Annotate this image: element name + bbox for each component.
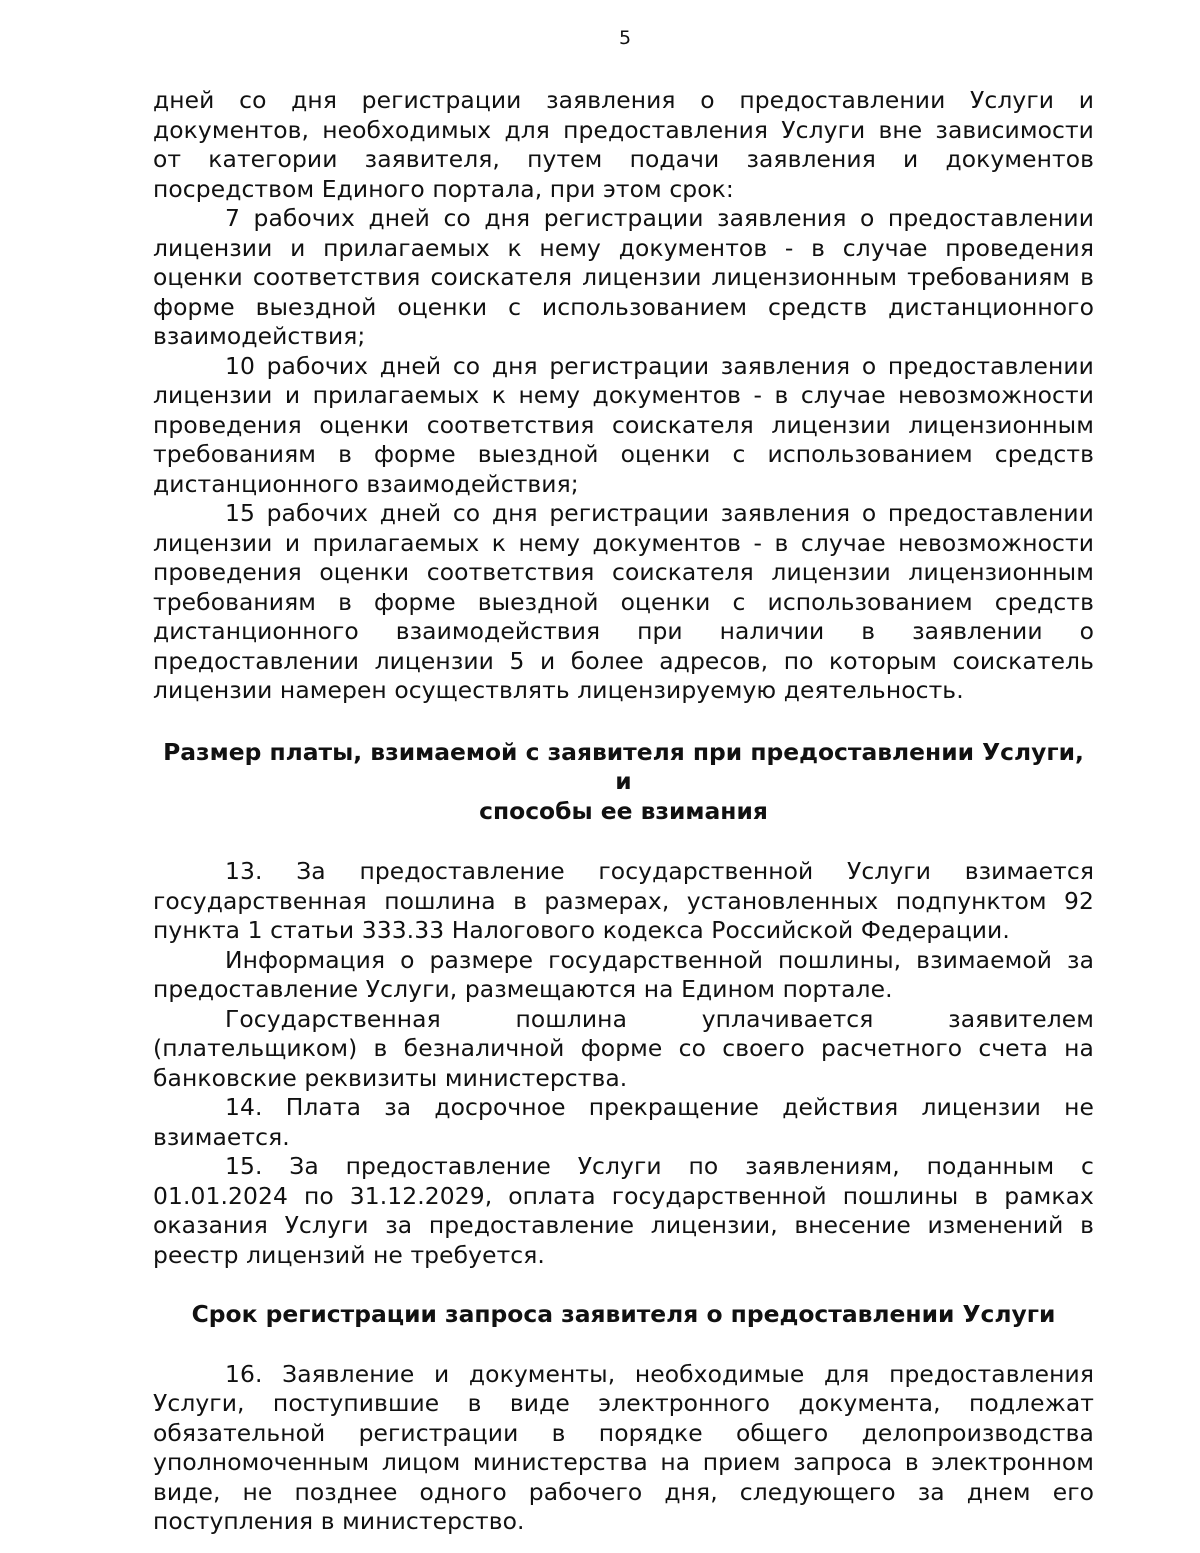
- paragraph-15-days: 15 рабочих дней со дня регистрации заявления о предоставлении лицензии и прилагаемых к нему документов - в случае невозможности проведения оценки соответствия соискателя лицензии лицензионным требованиям в форме выездной оценки с использованием средств дистанционного взаимодействия при наличии в заявлении о предоставлении лицензии 5 и более адресов, по которым соискатель лицензии намерен осуществлять лицензируемую деятельность.: [153, 499, 1094, 704]
- section-heading-fee-line2: способы ее взимания: [479, 796, 768, 825]
- paragraph-15: 15. За предоставление Услуги по заявлениям, поданным с 01.01.2024 по 31.12.2029, оплата государственной пошлины в рамках оказания Услуги за предоставление лицензии, внесение изменений в реестр лицензий не требуется.: [153, 1152, 1094, 1269]
- paragraph-fee-payment: Государственная пошлина уплачивается заявителем (плательщиком) в безналичной форме со своего расчетного счета на банковские реквизиты министерства.: [153, 1004, 1094, 1092]
- section-heading-registration: Срок регистрации запроса заявителя о предоставлении Услуги: [191, 1300, 1056, 1328]
- paragraph-13: 13. За предоставление государственной Услуги взимается государственная пошлина в размерах, установленных подпунктом 92 пункта 1 статьи 333.33 Налогового кодекса Российской Федерации.: [153, 857, 1094, 944]
- section-heading-fee: [153, 738, 1094, 827]
- paragraph-7-days: 7 рабочих дней со дня регистрации заявления о предоставлении лицензии и прилагаемых к нему документов - в случае проведения оценки соответствия соискателя лицензии лицензионным требованиям в форме выездной оценки с использованием средств дистанционного взаимодействия;: [153, 204, 1094, 350]
- document-body: [153, 86, 1094, 1537]
- paragraph-continuation: дней со дня регистрации заявления о предоставлении Услуги и документов, необходимых для предоставления Услуги вне зависимости от категории заявителя, путем подачи заявления и документов посредством Единого портала, при этом срок:: [153, 86, 1094, 203]
- page-number: 5: [618, 27, 632, 49]
- paragraph-10-days: 10 рабочих дней со дня регистрации заявления о предоставлении лицензии и прилагаемых к нему документов - в случае невозможности проведения оценки соответствия соискателя лицензии лицензионным требованиям в форме выездной оценки с использованием средств дистанционного взаимодействия;: [153, 351, 1094, 498]
- section-heading-fee-line1: Размер платы, взимаемой с заявителя при предоставлении Услуги, и: [163, 737, 1084, 795]
- paragraph-16: 16. Заявление и документы, необходимые для предоставления Услуги, поступившие в виде электронного документа, подлежат обязательной регистрации в порядке общего делопроизводства уполномоченным лицом министерства на прием запроса в электронном виде, не позднее одного рабочего дня, следующего за днем его поступления в министерство.: [153, 1359, 1094, 1535]
- paragraph-fee-info: Информация о размере государственной пошлины, взимаемой за предоставление Услуги, размещаются на Едином портале.: [153, 945, 1094, 1003]
- paragraph-14: 14. Плата за досрочное прекращение действия лицензии не взимается.: [153, 1093, 1094, 1151]
